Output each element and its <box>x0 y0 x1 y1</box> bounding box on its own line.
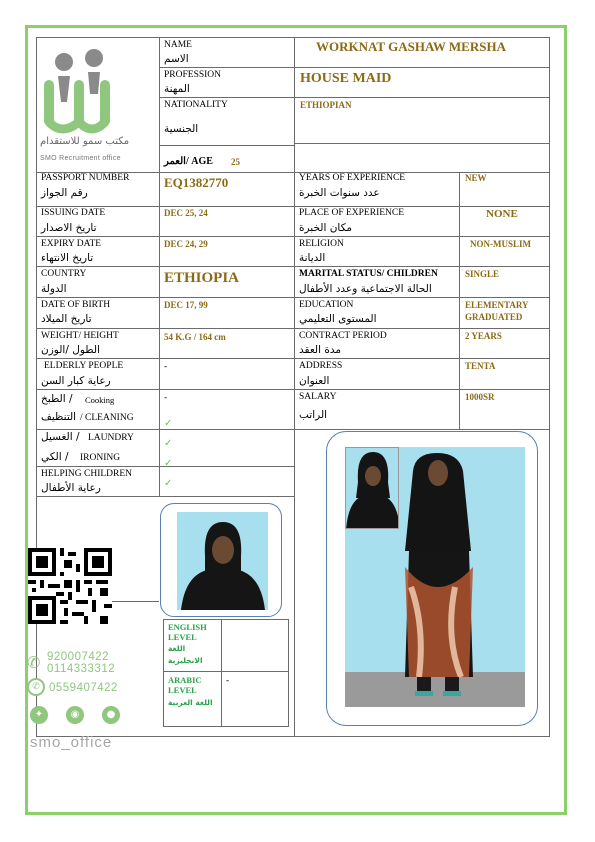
elderly-label: ELDERLY PEOPLE <box>44 361 124 371</box>
marital-status-value: SINGLE <box>465 269 500 279</box>
address-label: ADDRESS <box>299 361 343 371</box>
arabic-level-value: - <box>226 676 230 686</box>
instagram-icon[interactable]: ◉ <box>66 706 84 724</box>
education-value: ELEMENTARY <box>465 300 529 310</box>
expiry-date-label: EXPIRY DATE <box>41 239 102 249</box>
portrait-photo <box>177 512 268 610</box>
address-value: TENTA <box>465 361 496 371</box>
arabic-level-label: ARABIC LEVEL <box>168 675 202 695</box>
country-value: ETHIOPIA <box>164 270 240 286</box>
years-experience-value: NEW <box>465 173 487 183</box>
place-experience-value: NONE <box>486 208 518 220</box>
nationality-value: ETHIOPIAN <box>300 100 352 110</box>
salary-label-ar: الراتب <box>299 409 328 421</box>
salary-label: SALARY <box>299 392 337 402</box>
expiry-date-label-ar: تاريخ الانتهاء <box>41 252 94 264</box>
weight-height-label: WEIGHT/ HEIGHT <box>41 331 119 341</box>
dob-label-ar: تاريخ الميلاد <box>41 313 92 325</box>
cleaning-label-ar: التنظيف <box>41 411 77 423</box>
name-value: WORKNAT GASHAW MERSHA <box>316 39 506 54</box>
cooking-label-ar: الطبخ / <box>41 393 73 405</box>
arabic-level-label-ar: اللغة العربية <box>168 698 213 707</box>
qr-code[interactable] <box>28 548 112 624</box>
phone-number-1[interactable]: 920007422 <box>47 651 110 663</box>
laundry-check-icon: ✓ <box>164 438 173 449</box>
contract-period-value: 2 YEARS <box>465 331 502 341</box>
cleaning-label: / CLEANING <box>80 413 134 423</box>
name-label-ar: الاسم <box>164 53 189 65</box>
issuing-date-label-ar: تاريخ الاصدار <box>41 222 97 234</box>
elderly-label-ar: رعاية كبار السن <box>41 375 111 387</box>
dob-value: DEC 17, 99 <box>164 300 208 310</box>
education-value-2: GRADUATED <box>465 312 523 322</box>
ironing-label-ar: الكي / <box>41 451 69 463</box>
helping-children-check-icon: ✓ <box>164 478 173 489</box>
religion-label-ar: الديانة <box>299 252 326 264</box>
profession-label-ar: المهنة <box>164 83 190 95</box>
dob-label: DATE OF BIRTH <box>41 300 111 310</box>
country-label-ar: الدولة <box>41 283 67 295</box>
ironing-check-icon: ✓ <box>164 458 173 469</box>
address-label-ar: العنوان <box>299 375 330 387</box>
salary-value: 1000SR <box>465 392 495 402</box>
profession-label: PROFESSION <box>164 70 222 80</box>
logo-arabic-text: مكتب سمو للاستقدام <box>40 136 130 147</box>
phone-number-2[interactable]: 0114333312 <box>47 663 116 675</box>
inset-portrait-photo <box>345 447 399 529</box>
passport-label: PASSPORT NUMBER <box>41 173 130 183</box>
marital-status-label: MARITAL STATUS/ CHILDREN <box>299 269 438 279</box>
cooking-value: - <box>164 393 168 403</box>
education-label: EDUCATION <box>299 300 354 310</box>
years-experience-label-ar: عدد سنوات الخبرة <box>299 187 380 199</box>
years-experience-label: YEARS OF EXPERIENCE <box>299 173 406 183</box>
age-value: 25 <box>231 157 240 167</box>
religion-value: NON-MUSLIM <box>470 239 531 249</box>
education-label-ar: المستوى التعليمي <box>299 313 377 325</box>
age-label: العمر/ AGE <box>164 156 213 167</box>
agency-logo <box>36 40 156 170</box>
twitter-icon[interactable]: ✦ <box>30 706 48 724</box>
cleaning-check-icon: ✓ <box>164 418 173 429</box>
english-level-label-ar: اللغة الانجليزية <box>168 644 203 665</box>
expiry-date-value: DEC 24, 29 <box>164 239 208 249</box>
elderly-value: - <box>164 362 168 372</box>
laundry-label: LAUNDRY <box>88 433 134 443</box>
nationality-label: NATIONALITY <box>164 100 228 110</box>
laundry-label-ar: الغسيل / <box>41 431 80 443</box>
place-experience-label-ar: مكان الخبرة <box>299 222 353 234</box>
contract-period-label: CONTRACT PERIOD <box>299 331 387 341</box>
cooking-label: Cooking <box>85 395 115 405</box>
name-label: NAME <box>164 40 192 50</box>
passport-value: EQ1382770 <box>164 175 229 190</box>
issuing-date-label: ISSUING DATE <box>41 208 106 218</box>
contract-period-label-ar: مدة العقد <box>299 344 341 356</box>
english-level-label: ENGLISH LEVEL <box>168 622 207 642</box>
place-experience-label: PLACE OF EXPERIENCE <box>299 208 405 218</box>
country-label: COUNTRY <box>41 269 87 279</box>
whatsapp-number[interactable]: 0559407422 <box>49 682 118 694</box>
helping-children-label-ar: رعاية الأطفال <box>41 482 101 494</box>
nationality-label-ar: الجنسية <box>164 123 199 135</box>
profession-value: HOUSE MAID <box>300 71 392 86</box>
whatsapp-icon: ✆ <box>27 678 45 696</box>
weight-height-label-ar: الطول /الوزن <box>41 344 100 356</box>
logo-english-text: SMO Recruitment office <box>40 155 121 162</box>
passport-label-ar: رقم الجواز <box>41 187 88 199</box>
weight-height-value: 54 K.G / 164 cm <box>164 332 226 342</box>
phone-icon: ✆ <box>27 653 41 672</box>
issuing-date-value: DEC 25, 24 <box>164 208 208 218</box>
helping-children-label: HELPING CHILDREN <box>41 469 133 479</box>
social-handle: smo_office <box>30 734 113 751</box>
religion-label: RELIGION <box>299 239 344 249</box>
ironing-label: IRONING <box>80 453 121 463</box>
snapchat-icon[interactable]: ● <box>102 706 120 724</box>
marital-status-label-ar: الحالة الاجتماعية وعدد الأطفال <box>299 283 432 295</box>
